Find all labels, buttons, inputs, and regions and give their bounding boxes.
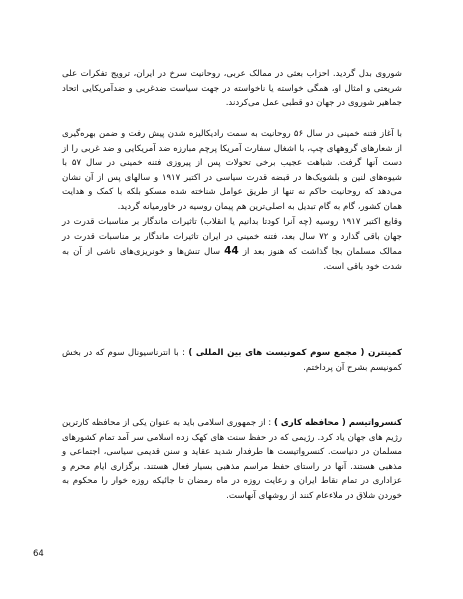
paragraph-1-text: شوروی بدل گردید. احزاب بعثی در ممالک عربی، روحانیت سرخ در ایران، ترویج تفکرات علی شریعتی و امثال او، همگی خواسته یا ناخواسته در جهت سیاست ضدغربی و ضدآمریکایی اتحاد جماهیر شوروی در جهان دو قطبی عمل می‌کردند. <box>62 69 402 109</box>
paragraph-conservatism <box>62 416 402 504</box>
page-number: 64 <box>33 549 44 559</box>
paragraph-2 <box>62 127 402 215</box>
conservatism-term: کنسرواتیسم ( محافظه کاری ) <box>273 418 402 428</box>
paragraph-comintern <box>62 346 402 375</box>
paragraph-3-bold-number: 44 <box>224 245 239 258</box>
conservatism-definition: : از جمهوری اسلامی باید به عنوان یکی از محافظه کارترین رژیم های جهان یاد کرد. رژیمی که در حفظ سنت های کهک زده اسلامی سر آمد تمام کشورهای مسلمان در دنیاست. کنسرواتیست ها طرفدار شدید عقاید و سنن قدیمی سیاسی، اجتماعی و مذهبی هستند. آنها در راستای حفظ مراسم مذهبی بسیار فعال هستند. برگزاری ایام محرم و عزاداری در تمام نقاط ایران و رعایت روزه در ماه رمضان تا جائیکه روزه خوار را محکوم به خوردن شلاق در ملاءعام کنند از روشهای آنهاست. <box>62 418 402 501</box>
comintern-definition: : با انترناسیونال سوم که در بخش کمونیسم بشرح آن پرداختم. <box>62 348 402 373</box>
paragraph-1 <box>62 67 402 111</box>
paragraph-3 <box>62 215 402 274</box>
paragraph-2-text: با آغاز فتنه خمینی در سال ۵۶ روحانیت به سمت رادیکالیزه شدن پیش رفت و ضمن بهره‌گیری از شعارهای گروههای چپ، با اشغال سفارت آمریکا پرچم مبارزه ضد آمریکایی و ضد غربی را از دست آنها گرفت. شباهت عجیب برخی تحولات پس از پیروزی فتنه خمینی در سال ۵۷ با شیوه‌های لنین و بلشویک‌ها در قبضه قدرت سیاسی در اکتبر ۱۹۱۷ و سالهای پس از آن نشان می‌دهد که روحانیت حاکم نه تنها از طریق عوامل شناخته شده مسکو بلکه با کمک و هدایت همان کشور، گام به گام تبدیل به اصلی‌ترین هم پیمان روسیه در خاورمیانه گردید. <box>62 129 402 212</box>
paragraph-3-text-end: سال تنش‌ها و خونریزی‌های ناشی از آن به شدت خود باقی است. <box>62 247 402 272</box>
paragraph-3-text-start: وقایع اکتبر ۱۹۱۷ روسیه (چه آنرا کودتا بدانیم یا انقلاب) تاثیرات ماندگار بر مناسبات قدرت در جهان باقی گذارد و ۷۲ سال بعد، فتنه خمینی در ایران تاثیرات ماندگار بر مناسبات قدرت در ممالک مسلمان بجا گذاشت که هنوز بعد از <box>62 217 402 258</box>
comintern-term: کمینترن ( مجمع سوم کمونیست های بین المللی ) <box>188 348 402 358</box>
